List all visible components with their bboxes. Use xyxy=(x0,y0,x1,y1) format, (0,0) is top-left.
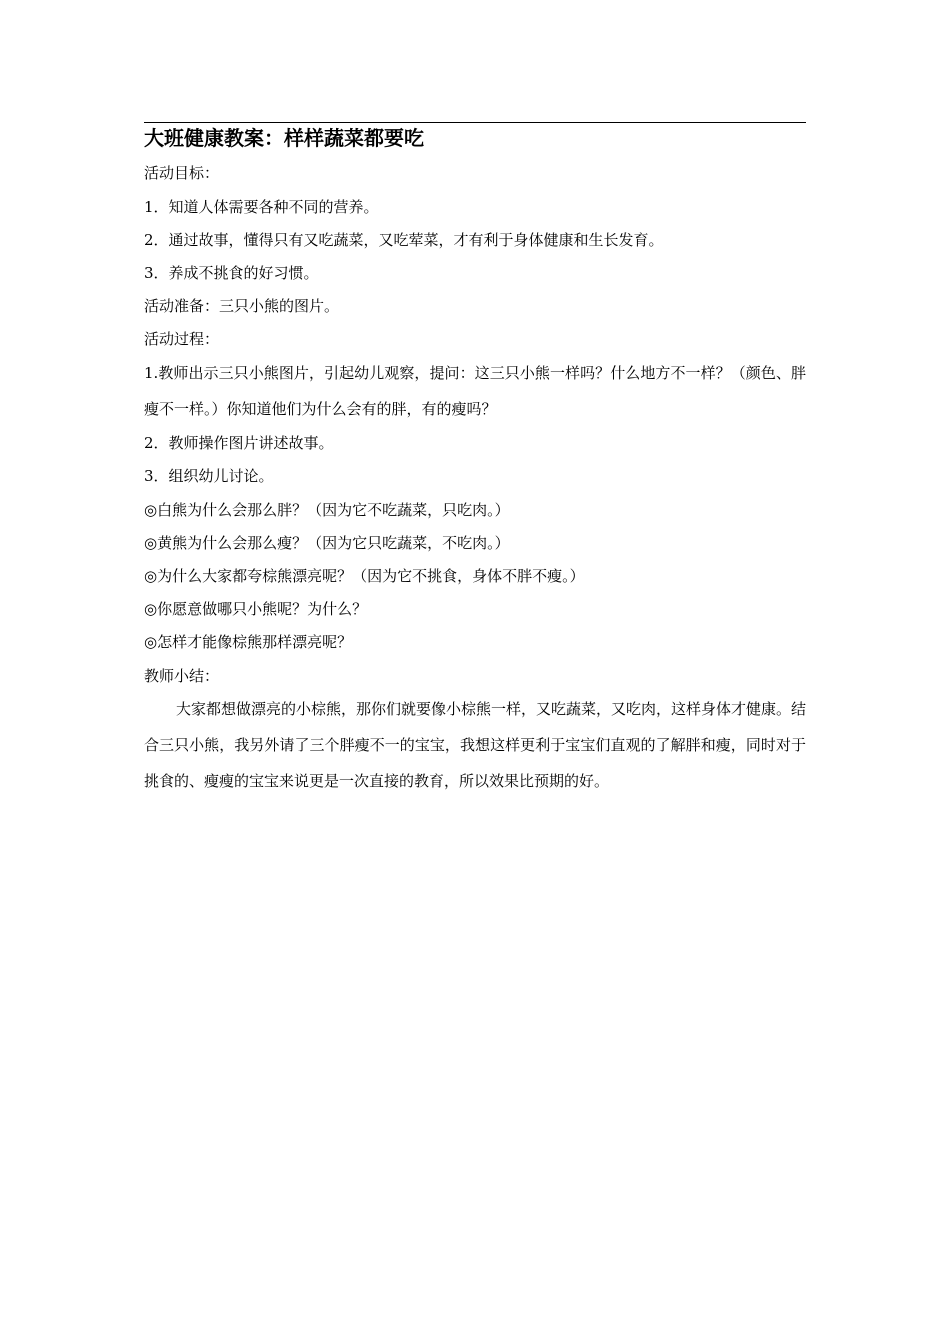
preparation-text: 活动准备：三只小熊的图片。 xyxy=(144,297,340,315)
summary-heading: 教师小结： xyxy=(144,667,220,685)
discussion-question: ◎怎样才能像棕熊那样漂亮呢？ xyxy=(144,633,353,651)
discussion-question: ◎黄熊为什么会那么瘦？（因为它只吃蔬菜，不吃肉。） xyxy=(144,534,510,552)
discussion-question: ◎你愿意做哪只小熊呢？为什么？ xyxy=(144,600,368,618)
goal-item: 1．知道人体需要各种不同的营养。 xyxy=(144,198,379,216)
summary-paragraph: 大家都想做漂亮的小棕熊，那你们就要像小棕熊一样，又吃蔬菜，又吃肉，这样身体才健康。结合三只小熊，我另外请了三个胖瘦不一的宝宝，我想这样更利于宝宝们直观的了解胖和瘦，同时对于挑食的、瘦瘦的宝宝来说更是一次直接的教育，所以效果比预期的好。 xyxy=(144,700,807,790)
header-rule xyxy=(144,122,806,123)
process-heading: 活动过程： xyxy=(144,330,220,348)
process-step-3: 3．组织幼儿讨论。 xyxy=(144,467,274,485)
goal-item: 3．养成不挑食的好习惯。 xyxy=(144,264,319,282)
discussion-question: ◎为什么大家都夸棕熊漂亮呢？（因为它不挑食，身体不胖不瘦。） xyxy=(144,567,585,585)
goals-heading: 活动目标： xyxy=(144,164,220,182)
goal-item: 2．通过故事，懂得只有又吃蔬菜，又吃荤菜，才有利于身体健康和生长发育。 xyxy=(144,231,664,249)
process-step-2: 2．教师操作图片讲述故事。 xyxy=(144,434,334,452)
process-step-1: 1.教师出示三只小熊图片，引起幼儿观察，提问：这三只小熊一样吗？什么地方不一样？（颜色、胖瘦不一样。）你知道他们为什么会有的胖，有的瘦吗？ xyxy=(144,364,806,418)
document-title: 大班健康教案：样样蔬菜都要吃 xyxy=(144,126,424,150)
discussion-question: ◎白熊为什么会那么胖？（因为它不吃蔬菜，只吃肉。） xyxy=(144,501,510,519)
